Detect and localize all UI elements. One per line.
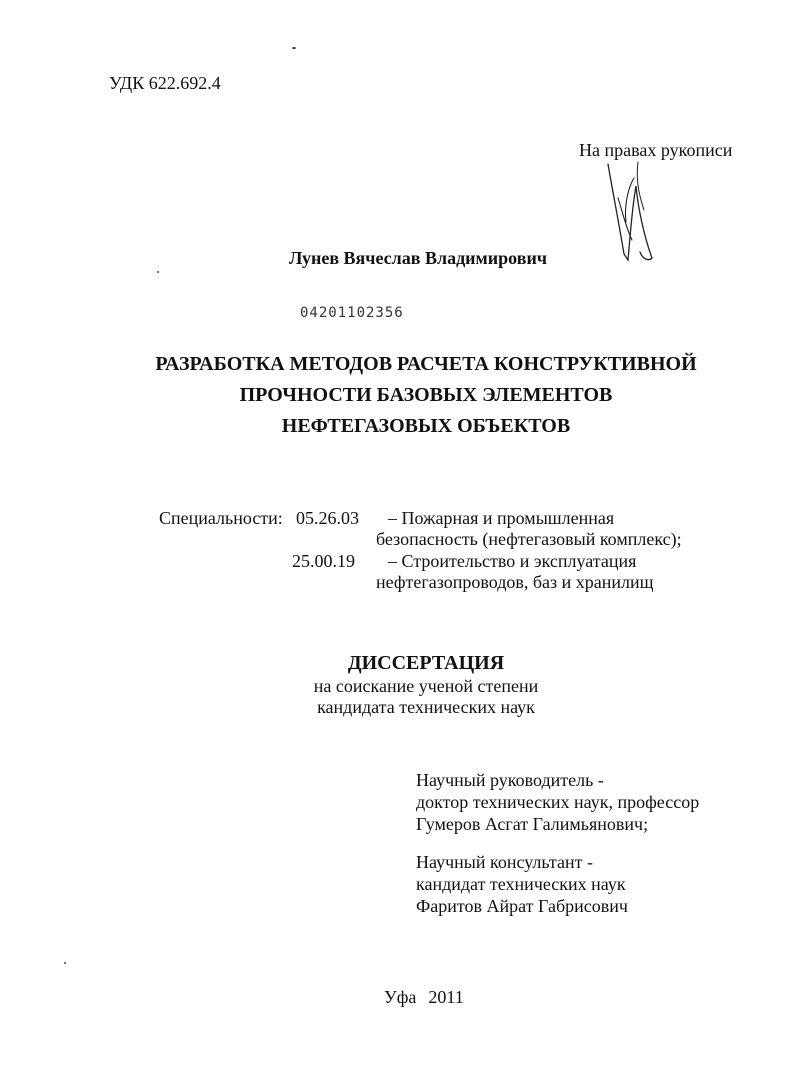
city-year [384,987,464,1008]
scan-speck [157,271,159,273]
scan-speck [64,962,66,964]
consultant-role: Научный консультант - [416,852,593,872]
title-line: РАЗРАБОТКА МЕТОДОВ РАСЧЕТА КОНСТРУКТИВНОЙ [155,353,697,375]
year: 2011 [428,987,464,1007]
consultant-name: Фаритов Айрат Габрисович [416,896,628,916]
udc-code: УДК 622.692.4 [109,73,221,93]
consultant-degree: кандидат технических наук [416,874,626,894]
specialty-code: 05.26.03 [296,508,359,528]
city: Уфа [384,987,417,1007]
specialty-name: – Строительство и эксплуатация [388,551,637,571]
scan-speck [292,47,296,49]
specialty-name-continued: нефтегазопроводов, баз и хранилищ [376,572,654,592]
title-line: НЕФТЕГАЗОВЫХ ОБЪЕКТОВ [281,415,571,437]
manuscript-rights-note: На правах рукописи [579,140,733,160]
dissertation-title [0,349,794,442]
specialty-name: – Пожарная и промышленная [388,508,615,528]
title-line: ПРОЧНОСТИ БАЗОВЫХ ЭЛЕМЕНТОВ [239,384,613,406]
supervisor-name: Гумеров Асгат Галимьянович; [416,814,649,834]
author-name: Лунев Вячеслав Владимирович [289,248,547,268]
supervisor-degree: доктор технических наук, профессор [416,792,700,812]
supervisor-role: Научный руководитель - [416,770,604,790]
dissertation-heading: ДИССЕРТАЦИЯ [347,652,505,674]
specialty-code: 25.00.19 [292,551,355,571]
handwritten-signature-icon [598,158,658,268]
document-number: 04201102356 [300,305,404,321]
degree-line: на соискание ученой степени [313,676,539,696]
degree-line: кандидата технических наук [317,697,535,717]
specialty-name-continued: безопасность (нефтегазовый комплекс); [376,529,682,549]
specialties-label: Специальности: [159,508,283,528]
